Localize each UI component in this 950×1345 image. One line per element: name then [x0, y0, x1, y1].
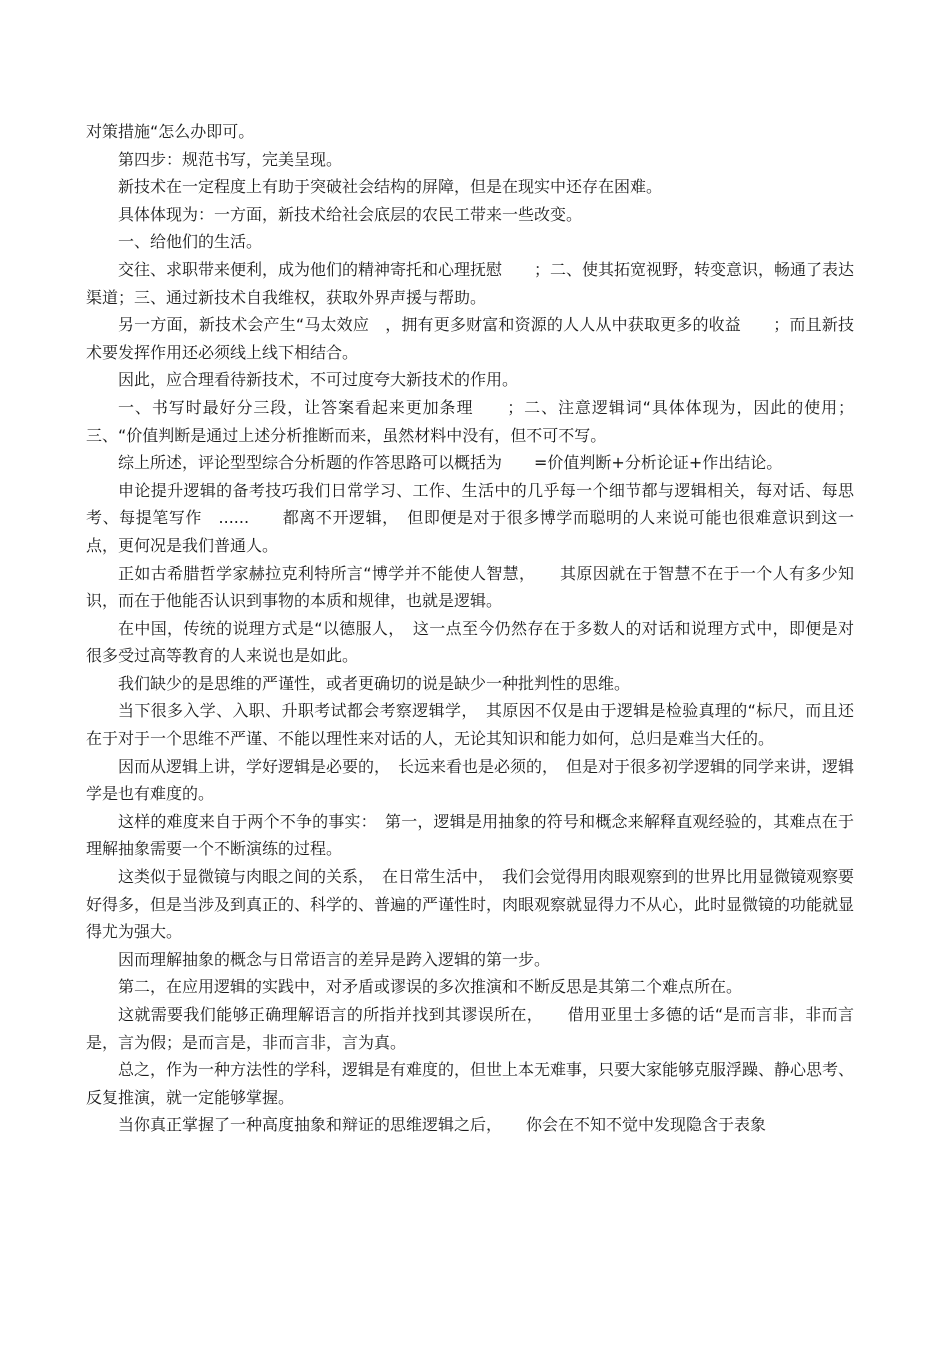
paragraph: 对策措施“怎么办即可。 [86, 122, 255, 141]
paragraph: 这类似于显微镜与肉眼之间的关系， 在日常生活中， 我们会觉得用肉眼观察到的世界比用显微镜观察要好得多，但是当涉及到真正的、科学的、普遍的严谨性时，肉眼观察就显得力不从心，此时显微镜的功能就显得尤为强大。 [86, 867, 855, 942]
document-page [86, 118, 854, 1139]
paragraph: 因而从逻辑上讲，学好逻辑是必要的， 长远来看也是必须的， 但是对于很多初学逻辑的同学来讲，逻辑学是也有难度的。 [86, 756, 855, 804]
paragraph: 当你真正掌握了一种高度抽象和辩证的思维逻辑之后， 你会在不知不觉中发现隐含于表象 [118, 1115, 767, 1135]
paragraph: 第二，在应用逻辑的实践中，对矛盾或谬误的多次推演和不断反思是其第二个难点所在。 [118, 977, 743, 997]
paragraph: 一、给他们的生活。 [118, 232, 263, 252]
paragraph: 具体体现为：一方面，新技术给社会底层的农民工带来一些改变。 [118, 204, 583, 224]
paragraph: 申论提升逻辑的备考技巧我们日常学习、工作、生活中的几乎每一个细节都与逻辑相关，每对话、每思考、每提笔写作 ...... 都离不开逻辑， 但即便是对于很多博学而聪明的人来说可能也很难意识到这一点，更何况是我们普通人。 [86, 480, 854, 555]
paragraph: 这就需要我们能够正确理解语言的所指并找到其谬误所在， 借用亚里士多德的话“是而言非，非而言是，言为假；是而言是，非而言非，言为真。 [86, 1005, 854, 1052]
paragraph: 这样的难度来自于两个不争的事实： 第一，逻辑是用抽象的符号和概念来解释直观经验的，其难点在于理解抽象需要一个不断演练的过程。 [86, 811, 854, 859]
paragraph: 因而理解抽象的概念与日常语言的差异是跨入逻辑的第一步。 [118, 949, 551, 969]
paragraph: 一、书写时最好分三段，让答案看起来更加条理 ；二、注意逻辑词“具体体现为，因此的使用；三、“价值判断是通过上述分析推断而来，虽然材料中没有，但不可不写。 [86, 397, 854, 445]
paragraph: 第四步：规范书写，完美呈现。 [118, 149, 343, 169]
paragraph: 总之，作为一种方法性的学科，逻辑是有难度的，但世上本无难事，只要大家能够克服浮躁、静心思考、反复推演，就一定能够掌握。 [86, 1060, 855, 1107]
paragraph: 在中国，传统的说理方式是“以德服人， 这一点至今仍然存在于多数人的对话和说理方式中，即便是对很多受过高等教育的人来说也是如此。 [86, 618, 854, 666]
paragraph: 交往、求职带来便利，成为他们的精神寄托和心理抚慰 ；二、使其拓宽视野，转变意识，畅通了表达渠道；三、通过新技术自我维权，获取外界声援与帮助。 [86, 259, 855, 307]
paragraph: 因此，应合理看待新技术，不可过度夸大新技术的作用。 [118, 370, 519, 390]
paragraph: 当下很多入学、入职、升职考试都会考察逻辑学， 其原因不仅是由于逻辑是检验真理的“标尺，而且还在于对于一个思维不严谨、不能以理性来对话的人，无论其知识和能力如何，总归是难当大任的。 [86, 701, 854, 749]
paragraph: 我们缺少的是思维的严谨性，或者更确切的说是缺少一种批判性的思维。 [118, 673, 631, 693]
paragraph: 另一方面，新技术会产生“马太效应 ，拥有更多财富和资源的人人从中获取更多的收益 ；而且新技术要发挥作用还必须线上线下相结合。 [86, 315, 854, 362]
paragraph: 正如古希腊哲学家赫拉克利特所言“博学并不能使人智慧， 其原因就在于智慧不在于一个人有多少知识，而在于他能否认识到事物的本质和规律，也就是逻辑。 [86, 563, 854, 611]
paragraph: 新技术在一定程度上有助于突破社会结构的屏障，但是在现实中还存在困难。 [118, 177, 663, 197]
paragraph: 综上所述，评论型型综合分析题的作答思路可以概括为 =价值判断+分析论证+作出结论。 [118, 453, 783, 473]
